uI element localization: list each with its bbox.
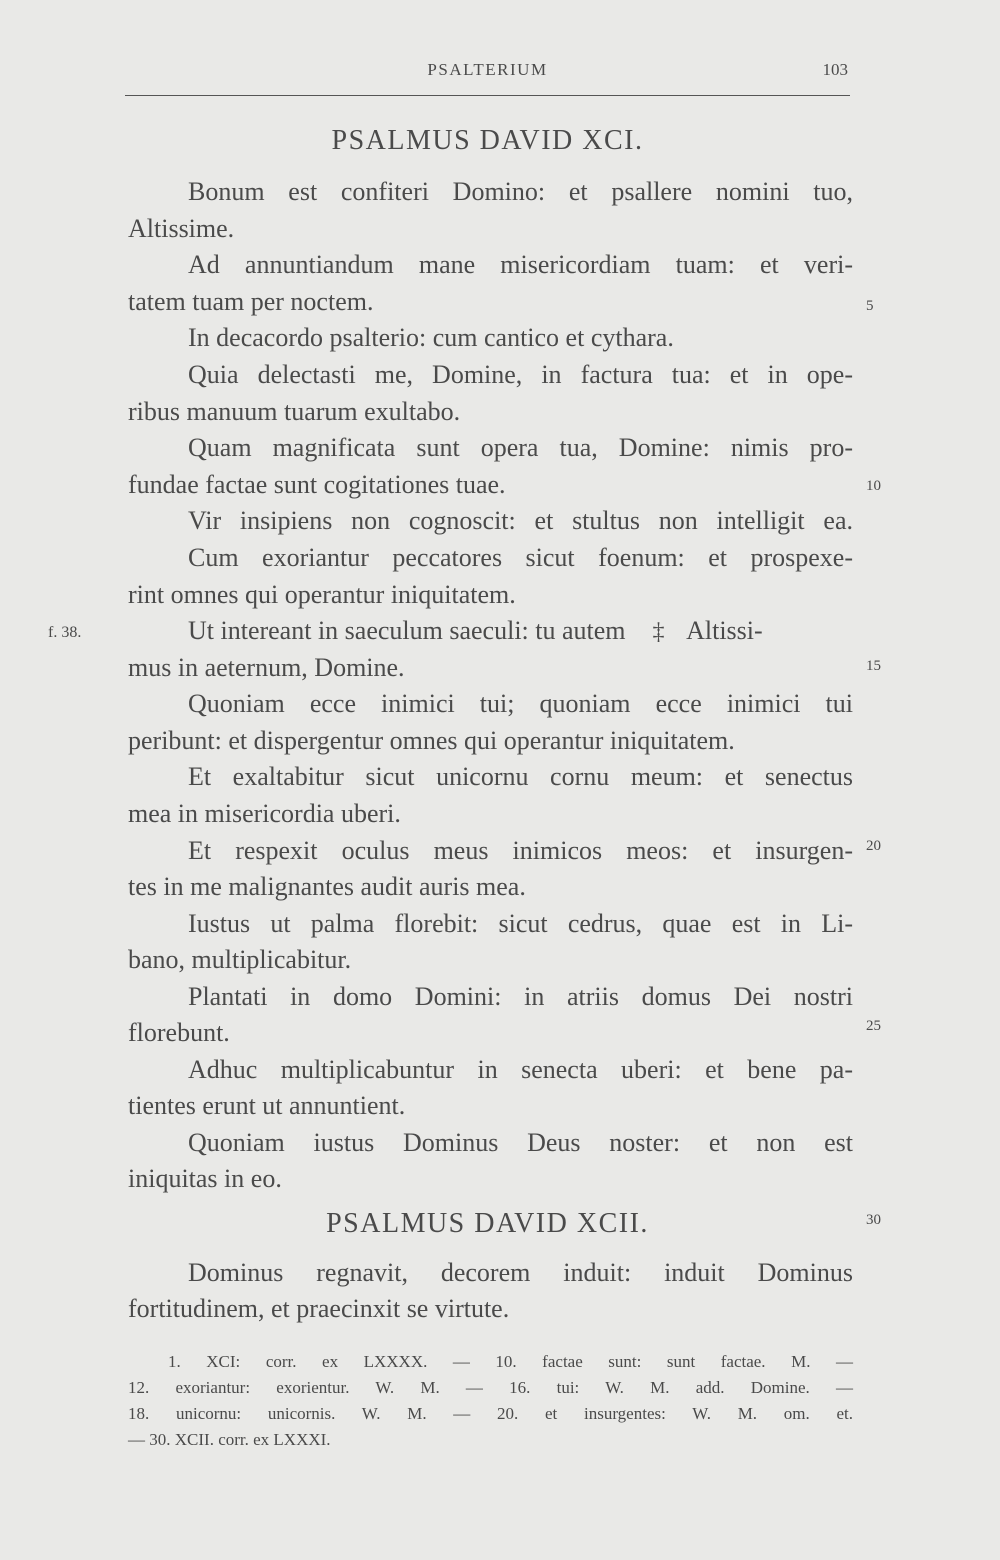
footnote-line: 18. unicornu: unicornis. W. M. — 20. et insurgentes: W. M. om. et.	[128, 1404, 853, 1423]
line-number: 15	[866, 658, 881, 674]
psalm-title-92: PSALMUS DAVID XCII.	[326, 1208, 649, 1239]
verse-line: peribunt: et dispergentur omnes qui operantur iniquitatem.	[128, 726, 735, 755]
verse-line: Ad annuntiandum mane misericordiam tuam: et veri-	[188, 250, 853, 279]
verse-line: Quia delectasti me, Domine, in factura tua: et in ope-	[188, 360, 853, 389]
verse-line: Quam magnificata sunt opera tua, Domine: nimis pro-	[188, 433, 853, 462]
verse-line: rint omnes qui operantur iniquitatem.	[128, 580, 516, 609]
verse-line: Altissime.	[128, 214, 235, 243]
line-number: 20	[866, 838, 881, 854]
footnote-line: 12. exoriantur: exorientur. W. M. — 16. tui: W. M. add. Domine. —	[128, 1378, 853, 1397]
verse-line: tientes erunt ut annuntient.	[128, 1091, 406, 1120]
verse-line: Iustus ut palma florebit: sicut cedrus, quae est in Li-	[188, 909, 853, 938]
verse-line: ribus manuum tuarum exultabo.	[128, 397, 461, 426]
verse-line: fundae factae sunt cogitationes tuae.	[128, 470, 506, 499]
folio-mark: f. 38.	[48, 624, 82, 641]
footnote-line: 1. XCI: corr. ex LXXXX. — 10. factae sunt: sunt factae. M. —	[168, 1352, 853, 1371]
footnote-line: — 30. XCII. corr. ex LXXXI.	[128, 1430, 331, 1449]
verse-line: Vir insipiens non cognoscit: et stultus non intelligit ea.	[188, 506, 853, 535]
verse-line: Quoniam ecce inimici tui; quoniam ecce inimici tui	[188, 689, 853, 718]
verse-line: Plantati in domo Domini: in atriis domus Dei nostri	[188, 982, 853, 1011]
verse-line: In decacordo psalterio: cum cantico et cythara.	[188, 323, 674, 352]
running-head-title: PSALTERIUM	[427, 60, 548, 79]
verse-line: mea in misericordia uberi.	[128, 799, 401, 828]
verse-text: Ut intereant in saeculum saeculi: tu autem	[188, 616, 626, 645]
running-head	[125, 58, 850, 88]
verse-line: Quoniam iustus Dominus Deus noster: et non est	[188, 1128, 853, 1157]
dagger-mark-icon: ‡	[652, 619, 665, 645]
verse-line: florebunt.	[128, 1018, 230, 1047]
verse-line: Et exaltabitur sicut unicornu cornu meum: et senectus	[188, 762, 853, 791]
verse-line-with-dagger	[128, 616, 853, 647]
line-number: 30	[866, 1212, 881, 1228]
verse-line: Et respexit oculus meus inimicos meos: et insurgen-	[188, 836, 853, 865]
verse-line: mus in aeternum, Domine.	[128, 653, 405, 682]
header-rule	[125, 95, 850, 96]
verse-line: Dominus regnavit, decorem induit: induit Dominus	[188, 1258, 853, 1287]
verse-line: iniquitas in eo.	[128, 1164, 282, 1193]
line-number: 10	[866, 478, 881, 494]
line-number: 5	[866, 298, 874, 314]
verse-text: Altissi-	[686, 616, 763, 645]
verse-line: Bonum est confiteri Domino: et psallere nomini tuo,	[188, 177, 853, 206]
verse-line: Cum exoriantur peccatores sicut foenum: et prospexe-	[188, 543, 853, 572]
verse-line: fortitudinem, et praecinxit se virtute.	[128, 1294, 510, 1323]
verse-line: tatem tuam per noctem.	[128, 287, 374, 316]
verse-line: Adhuc multiplicabuntur in senecta uberi: et bene pa-	[188, 1055, 853, 1084]
page-number: 103	[822, 60, 848, 79]
verse-line: bano, multiplicabitur.	[128, 945, 352, 974]
psalm-title-91: PSALMUS DAVID XCI.	[331, 125, 644, 156]
line-number: 25	[866, 1018, 881, 1034]
verse-line: tes in me malignantes audit auris mea.	[128, 872, 526, 901]
